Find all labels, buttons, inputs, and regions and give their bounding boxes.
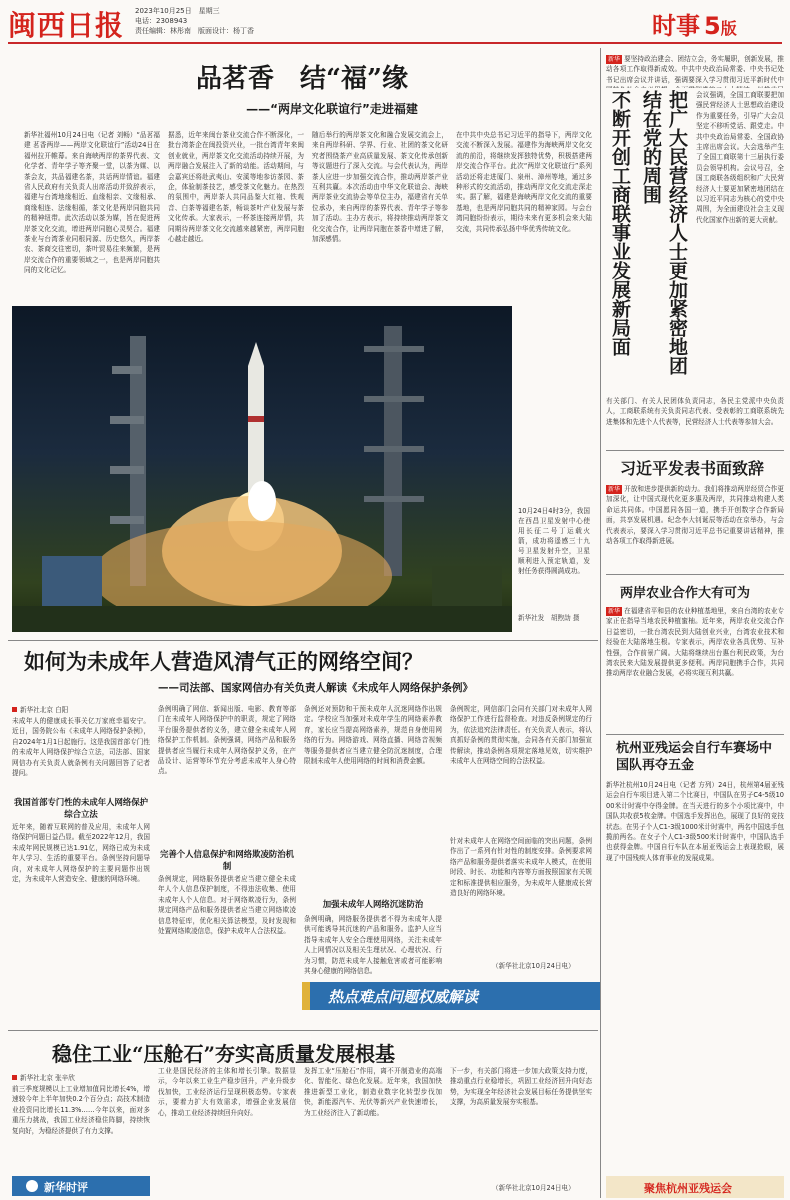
xinhua-badge-2: 新华: [608, 486, 621, 493]
top-article-col-2: 据悉，近年来闽台茶业交流合作不断深化，一批台湾茶企在闽投资兴业，一批台湾青年来闽创业就业，两岸茶文化交流活动持续开展，为两岸融合发展注入了新的动能。活动期间，与会嘉宾还将赴武夷山、安溪等地参访茶园、茶企，体验制茶技艺，感受茶文化魅力。在热烈的氛围中，两岸茶人共同品鉴大红袍、铁观音、白茶等福建名茶，畅谈茶叶产业发展与茶文化传承。大家表示，一杯茶连接两岸情，共同期待两岸茶文化交流越来越紧密，两岸同胞心越走越近。: [168, 131, 304, 244]
rocket-launch-photo: [12, 306, 512, 632]
right-h4: 杭州亚残运会自行车赛场中国队再夺五金: [616, 741, 773, 773]
top-article-subtitle: ——“两岸文化联谊行”走进福建: [246, 102, 418, 116]
top-article-col-4: 在中共中央总书记习近平的指导下，两岸文化交流不断深入发展。福建作为海峡两岸文化交流的前沿，将继续发挥独特优势，积极搭建两岸交流合作平台。此次“两岸文化联谊行”系列活动还将走进厦门、泉州、漳州等地，通过多种形式的交流活动，推动两岸文化交流走深走实。据了解，福建是海峡两岸文化交流的重要基地，也是两岸同胞共同的精神家园。与会台湾同胞纷纷表示，期待未来有更多机会来大陆交流，共同传承弘扬中华优秀传统文化。: [456, 131, 592, 233]
asian-para-games-banner-text: 聚焦杭州亚残运会: [644, 1182, 732, 1195]
mid-article-col-3b: 条例明确，网络服务提供者不得为未成年人提供可能诱导其沉迷的产品和服务。监护人应当指导未成年人安全合理使用网络，关注未成年人上网情况以及相关生理状况、心理状况、行为习惯，防范未成年人接触危害或者可能影响其身心健康的网络信息。: [304, 915, 442, 976]
right-divider-2: [606, 574, 784, 575]
bottom-article: [12, 1034, 598, 1198]
bottom-article-byline-text: 新华社北京 张辛欣: [20, 1074, 75, 1082]
right-lead-text: [606, 54, 784, 88]
right-headline: 把广大民营经济人士更加紧密地团结在党的周围: [640, 90, 688, 375]
mid-article-title: 如何为未成年人营造风清气正的网络空间？: [24, 649, 423, 674]
section-name: 时事: [652, 12, 700, 40]
phone-number: 电话：2308943: [135, 17, 188, 25]
xinhua-badge: 新华: [608, 56, 621, 63]
mid-article-col-3: 条例还对预防和干预未成年人沉迷网络作出规定。学校应当加强对未成年学生的网络素养教育，家长应当提高网络素养，规范自身使用网络的行为。网络游戏、网络直播、网络音视频等服务提供者应当建立健全防沉迷制度，合理限制未成年人使用网络的时间和消费金额。: [304, 705, 442, 766]
commentary-icon: [26, 1180, 38, 1192]
bottom-article-col-1: 前三季度规模以上工业增加值同比增长4%，增速较今年上半年加快0.2个百分点；高技术制造业投资同比增长11.3%……今年以来，面对多重压力挑战，我国工业经济稳住阵脚，持续恢复向好，为稳经济提供了有力支撑。: [12, 1085, 150, 1135]
right-column: [606, 50, 784, 1198]
commentary-banner-text: 新华时评: [44, 1181, 88, 1194]
right-divider-3: [606, 734, 784, 735]
mid-article-byline-text: 新华社北京 白阳: [20, 706, 69, 714]
right-lead-body: 要坚持政治建会、团结立会，务实履职，创新发展，推动各项工作取得新成效。中共中央政治局常委、中央书记处书记出席会议并讲话，强调要深入学习贯彻习近平新时代中: [606, 55, 784, 84]
bottom-article-col-3: 发挥工业“压舱石”作用，离不开制造业的高端化、智能化、绿色化发展。近年来，我国加快推进新型工业化，制造业数字化转型步伐加快，新能源汽车、光伏等新兴产业快速增长，为工业经济注入了新动能。: [304, 1067, 442, 1117]
top-article-col-1: 新华社福州10月24日电（记者 刘畅）“品茗福建 茗香两岸——两岸文化联谊行”活动24日在福州拉开帷幕。来自海峡两岸的茶界代表、文化学者、青年学子等齐聚一堂，以茶为媒、以茶会友，共品福建名茶，共话两岸情谊。福建省人民政府有关负责人出席活动并致辞表示，福建与台湾地缘相近、血缘相亲、文缘相承、商缘相连、法缘相循，茶文化是两岸同胞共同的精神纽带。此次活动以茶为媒，旨在促进两岸茶文化交流，增进两岸同胞心灵契合。福建茶业与台湾茶业同根同源、历史悠久，两岸茶农、茶商交往密切，茶叶贸易往来频繁，是两岸交流合作的重要领域之一，也是两岸同胞共同的文化记忆。: [24, 131, 160, 275]
right-h2-body: [606, 484, 784, 570]
divider-top-mid: [8, 640, 598, 641]
mid-article-col-1: 未成年人的健康成长事关亿万家庭幸福安宁。近日，国务院公布《未成年人网络保护条例》，自2024年1月1日起施行。这是我国首部专门性的未成年人网络保护综合立法，司法部、国家网信办有关负责人就条例有关问题回答了记者提问。: [12, 717, 150, 778]
mid-article-col-1-heading: 我国首部专门性的未成年人网络保护综合立法: [14, 797, 148, 819]
bottom-article-signature: （新华社北京10月24日电）: [492, 1184, 575, 1192]
photo-credit: 新华社发 胡煦劼 摄: [518, 614, 580, 622]
right-divider-1: [606, 450, 784, 451]
mid-article-banner-text: 热点难点问题权威解读: [328, 988, 479, 1006]
masthead-rule: [8, 42, 782, 44]
right-kicker: 不断开创工商联事业发展新局面: [609, 90, 631, 356]
right-body: 会议强调，全国工商联要把加强民营经济人士思想政治建设作为重要任务，引导广大会员坚定不移听党话、跟党走。中共中央政治局常委、全国政协主席出席会议。大会选举产生了全国工商联第十三届执行委员会领导机构。会议号召，全国工商联各级组织和广大民营经济人士要更加紧密地团结在以习近平同志为核心的党中央周围，为全面建设社会主义现代化国家作出新的更大贡献。: [696, 91, 784, 224]
mid-article-col-4: 条例规定，网信部门会同有关部门对未成年人网络保护工作进行监督检查。对违反条例规定的行为，依法追究法律责任。有关负责人表示，将认真抓好条例的贯彻实施，会同各有关部门加强宣传解读，推动条例各项规定落地见效，切实维护未成年人在网络空间的合法权益。: [450, 705, 592, 766]
commentary-banner: [12, 1176, 150, 1196]
mid-article-col-2-heading: 完善个人信息保护和网络欺凌防治机制: [160, 849, 294, 871]
mid-article-byline: [12, 704, 68, 714]
masthead: [0, 0, 790, 46]
right-column-divider: [600, 48, 601, 1198]
right-h3-body-text: 在福建省平和县的农业种植基地里，来自台湾的农业专家正在指导当地农民种植蜜柚。近年来，两岸农业交流合作日益密切，一批台湾农民到大陆创业兴业，台湾农业技术和经验在大陆落地生根。专家表示，两岸农业各具优势、互补性强，合作前景广阔。大陆将继续出台惠台利民政策，为台湾农民来大陆发展提供更多便利。两岸同胞携手合作，共同推动两岸农业融合发展，必将实现互利共赢。: [606, 607, 784, 678]
issue-date: 2023年10月25日 星期三: [135, 7, 220, 15]
mid-article-col-4b: 针对未成年人在网络空间面临的突出问题，条例作出了一系列有针对性的制度安排。条例要求网络产品和服务提供者落实未成年人模式，在使用时段、时长、功能和内容等方面按照国家有关规定和标准提供相应服务，为未成年人健康成长营造良好的网络环境。: [450, 837, 592, 898]
top-article-title: 品茗香 结“福”缘: [196, 64, 408, 94]
mid-article-col-2b: 条例规定，网络服务提供者应当建立健全未成年人个人信息保护制度，不得违法收集、使用未成年人个人信息。对于网络欺凌行为，条例规定网络产品和服务提供者应当建立网络欺凌信息特征库，优化相关算法模型，及时发现和处置网络欺凌信息，保护未成年人合法权益。: [158, 875, 296, 936]
right-bottom-text: 有关部门、有关人民团体负责同志，各民主党派中央负责人，工商联系统有关负责同志代表、受表彰的工商联系统先进集体和先进个人代表等，民营经济人士代表等参加大会。: [606, 397, 784, 426]
top-article-col-3: 随后举行的两岸茶文化和融合发展交流会上，来自两岸科研、学界、行业、社团的茶文化研究者围绕茶产业高质量发展、茶文化传承创新等议题进行了深入交流。与会代表认为，两岸茶人应进一步加强交流合作，推动两岸茶产业互利共赢。本次活动由中华文化联谊会、海峡两岸茶业交流协会等单位主办，福建省有关单位承办，来自两岸的茶界代表、青年学子等参加了活动。主办方表示，将持续推动两岸茶文化交流合作，让两岸同胞在茶香中增进了解，加深感情。: [312, 131, 448, 244]
mid-article: [12, 646, 598, 1026]
right-h3-body: [606, 606, 784, 726]
asian-para-games-banner: [606, 1176, 784, 1198]
rocket-launch-illustration: [12, 306, 512, 632]
editor-credits: 责任编辑：林彤南 版面设计：杨丁香: [135, 27, 254, 35]
newspaper-logo: 闽西日报: [8, 9, 125, 42]
right-h2-body-text: 开放和进步提供新的动力。我们将推动两岸经贸合作更加深化，让中国式现代化更多惠及两岸，共同推动构建人类命运共同体。中国愿同各国一道，携手开创数字合作新局面，共享发展机遇。纪念李大钊诞辰等活动在京举办，与会代表表示，要深入学习贯彻习近平总书记重要讲话精神，推动各项工作取得新进展。: [606, 485, 784, 546]
mid-article-col-2: 条例明确了网信、新闻出版、电影、教育等部门在未成年人网络保护中的职责，规定了网络平台服务提供者的义务，建立健全未成年人网络保护工作机制。条例强调，网络产品和服务提供者应当履行未成年人网络保护义务，在产品设计、运营等环节充分考虑未成年人身心特点。: [158, 705, 296, 776]
mid-article-col-3-heading: 加强未成年人网络沉迷防治: [322, 899, 424, 909]
bottom-article-col-4: 下一步，有关部门将进一步加大政策支持力度，推动重点行业稳增长，巩固工业经济回升向好态势，为实现全年经济社会发展目标任务提供坚实支撑，为高质量发展夯实根基。: [450, 1067, 592, 1107]
xinhua-badge-3: 新华: [608, 608, 621, 615]
bottom-article-col-2: 工业是国民经济的主体和增长引擎。数据显示，今年以来工业生产稳步回升，产业升级步伐加快，工业经济运行呈现积极态势。专家表示，要着力扩大有效需求，增强企业发展信心，推动工业经济持续回升向好。: [158, 1067, 296, 1117]
right-h3: 两岸农业合作大有可为: [620, 586, 751, 601]
bottom-article-byline: [12, 1072, 75, 1082]
bottom-article-title: 稳住工业“压舱石”夯实高质量发展根基: [52, 1042, 396, 1066]
mid-article-banner: [302, 982, 600, 1010]
mid-article-subtitle: ——司法部、国家网信办有关负责人解读《未成年人网络保护条例》: [158, 682, 473, 694]
divider-mid-bottom: [8, 1030, 598, 1031]
section-label: [652, 6, 737, 41]
page-number: 5: [704, 12, 721, 40]
right-h2: 习近平发表书面致辞: [620, 459, 765, 478]
top-article: [12, 50, 592, 300]
mid-article-signature: （新华社北京10月24日电）: [492, 962, 575, 970]
photo-caption: 10月24日4时3分，我国在西昌卫星发射中心使用长征二号丁运载火箭，成功将遥感三十九号卫星发射升空，卫星顺利进入预定轨道，发射任务获得圆满成功。: [518, 507, 590, 575]
page-suffix: 版: [720, 19, 737, 38]
right-h4-body: 新华社杭州10月24日电（记者 方列）24日，杭州第4届亚残运会自行车项目进入第二个比赛日，中国队在男子C4-5级1000米计时赛中夺得金牌。在当天进行的多个小项比赛中，中国队共收获5枚金牌。中国选手发挥出色，展现了良好的竞技状态。在男子个人C1-3级1000米计时赛中，两名中国选手包揽前两名。在女子个人C1-3级500米计时赛中，中国队选手也获得金牌。中国自行车队在本届亚残运会上表现抢眼，展现了中国残疾人体育事业的发展成果。: [606, 781, 784, 862]
mid-article-col-1b: 近年来，随着互联网的普及应用，未成年人网络保护问题日益凸显。截至2022年12月，我国未成年网民规模已达1.91亿，网络已成为未成年人学习、生活的重要平台。条例坚持问题导向，对未成年人网络保护的主要问题作出规定，为未成年人营造安全、健康的网络环境。: [12, 823, 150, 884]
